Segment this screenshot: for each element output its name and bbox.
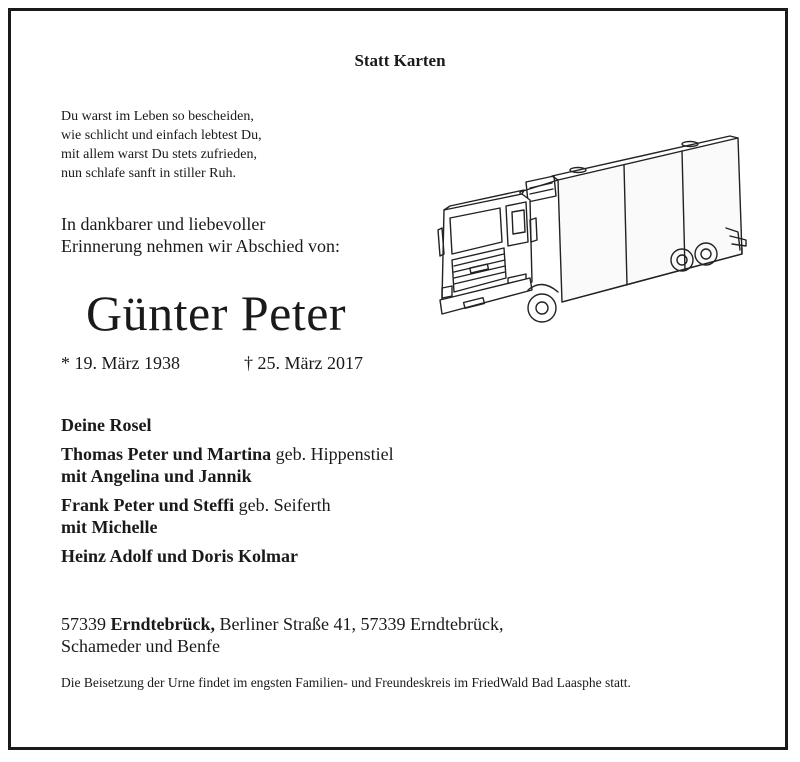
family-entry <box>61 414 394 436</box>
address-line2: Schameder und Benfe <box>61 636 220 656</box>
poem-line: Du warst im Leben so bescheiden, <box>61 109 254 124</box>
family-maiden-name: geb. Hippenstiel <box>271 444 394 464</box>
family-children: mit Michelle <box>61 517 158 537</box>
truck-illustration <box>430 132 750 342</box>
family-list <box>61 414 394 574</box>
birth-date: * 19. März 1938 <box>61 353 180 373</box>
address-city: Erndtebrück, <box>110 614 216 634</box>
burial-note: Die Beisetzung der Urne findet im engsten Familien- und Freundeskreis im FriedWald Bad Laasphe statt. <box>61 675 631 690</box>
family-maiden-name: geb. Seiferth <box>234 495 331 515</box>
intro-text <box>61 213 340 257</box>
family-name: Heinz Adolf und Doris Kolmar <box>61 546 299 566</box>
notice-heading: Statt Karten <box>354 51 446 70</box>
family-name: Frank Peter und Steffi <box>61 495 235 515</box>
family-name: Deine Rosel <box>61 415 152 435</box>
deceased-name: Günter Peter <box>86 285 347 341</box>
family-children: mit Angelina und Jannik <box>61 466 252 486</box>
family-entry <box>61 494 394 538</box>
intro-line: Erinnerung nehmen wir Abschied von: <box>61 236 340 256</box>
poem-line: wie schlicht und einfach lebtest Du, <box>61 128 262 143</box>
death-date: † 25. März 2017 <box>244 353 363 373</box>
poem-line: mit allem warst Du stets zufrieden, <box>61 147 257 162</box>
address-block <box>61 613 503 657</box>
family-entry <box>61 545 394 567</box>
address-street: Berliner Straße 41, 57339 Erndtebrück, <box>215 614 504 634</box>
family-name: Thomas Peter und Martina <box>61 444 272 464</box>
family-entry <box>61 443 394 487</box>
truck-icon <box>430 132 750 342</box>
poem <box>61 107 262 183</box>
intro-line: In dankbarer und liebevoller <box>61 214 266 234</box>
address-zip: 57339 <box>61 614 111 634</box>
poem-line: nun schlafe sanft in stiller Ruh. <box>61 166 236 181</box>
